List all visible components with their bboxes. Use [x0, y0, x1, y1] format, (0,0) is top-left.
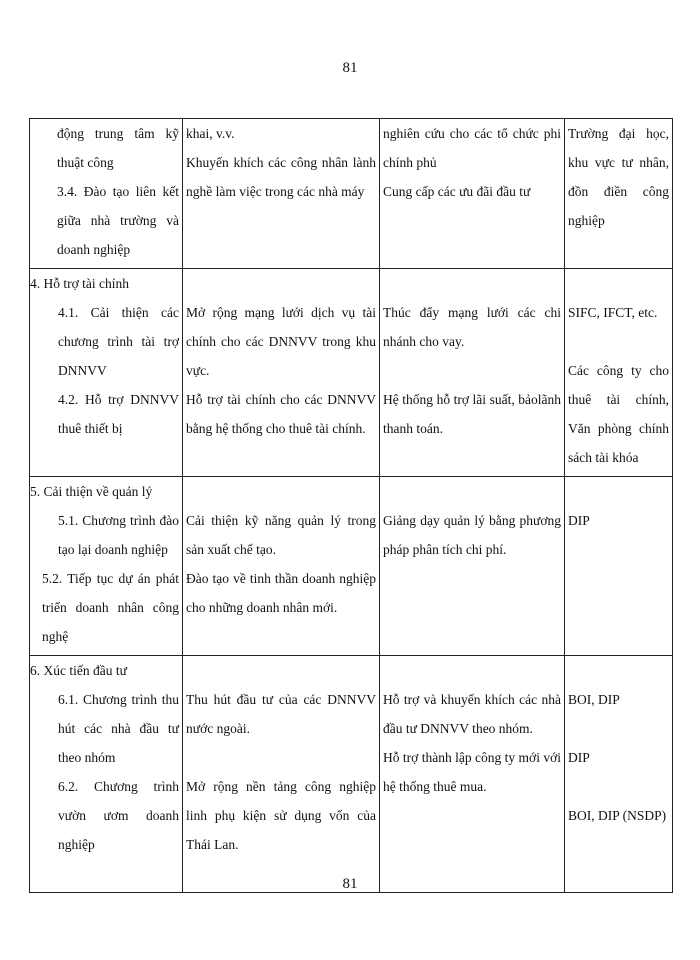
- cell-text: Khuyến khích các công nhân lành nghề làm việc trong các nhà máy: [186, 155, 376, 199]
- section-heading: 5. Cải thiện về quản lý: [30, 484, 153, 499]
- table-cell: [380, 477, 565, 656]
- table-cell: [380, 119, 565, 269]
- cell-text: DIP: [568, 513, 590, 528]
- cell-text: 5.1. Chương trình đào tạo lại doanh nghiệp: [58, 513, 179, 557]
- cell-text: 4.1. Cải thiện các chương trình tài trợ DNNVV: [58, 305, 179, 378]
- cell-text: Hệ thống hỗ trợ lãi suất, bảolãnh thanh toán.: [383, 392, 561, 436]
- cell-text: Thu hút đầu tư của các DNNVV nước ngoài.: [186, 692, 376, 736]
- cell-text: Đào tạo về tinh thần doanh nghiệp cho những doanh nhân mới.: [186, 571, 376, 615]
- policy-table: [29, 118, 673, 893]
- table-cell: [565, 477, 673, 656]
- cell-text: Mở rộng nền tảng công nghiệp linh phụ kiện sử dụng vốn của Thái Lan.: [186, 779, 376, 852]
- cell-text: Hỗ trợ tài chính cho các DNNVV bằng hệ thống cho thuê tài chính.: [186, 392, 376, 436]
- table-cell: [30, 269, 183, 477]
- cell-text: khai, v.v.: [186, 126, 235, 141]
- table-cell: [380, 656, 565, 893]
- table-row: [30, 269, 673, 477]
- cell-text: Mở rộng mạng lưới dịch vụ tài chính cho các DNNVV trong khu vực.: [186, 305, 376, 378]
- table-cell: [183, 269, 380, 477]
- cell-text: động trung tâm kỹ thuật công: [57, 126, 179, 170]
- cell-text: Hỗ trợ thành lập công ty mới với hệ thống thuê mua.: [383, 750, 561, 794]
- table-cell: [565, 269, 673, 477]
- cell-text: Hỗ trợ và khuyến khích các nhà đầu tư DNNVV theo nhóm.: [383, 692, 561, 736]
- table-cell: [183, 477, 380, 656]
- page-number-top: 81: [342, 60, 358, 76]
- cell-text: Các công ty cho thuê tài chính, Văn phòng chính sách tài khóa: [568, 363, 669, 465]
- section-heading: 6. Xúc tiến đầu tư: [30, 663, 127, 678]
- table-cell: [565, 119, 673, 269]
- cell-text: 5.2. Tiếp tục dự án phát triển doanh nhân công nghệ: [42, 571, 179, 644]
- cell-text: nghiên cứu cho các tổ chức phi chính phủ: [383, 126, 561, 170]
- table-cell: [30, 119, 183, 269]
- table-cell: [380, 269, 565, 477]
- page-number-bottom: 81: [342, 876, 358, 892]
- table-cell: [183, 656, 380, 893]
- table-row: [30, 477, 673, 656]
- table-cell: [30, 656, 183, 893]
- cell-text: DIP: [568, 750, 590, 765]
- cell-text: Trường đại học, khu vực tư nhân, đồn điền công nghiệp: [568, 126, 669, 228]
- cell-text: Thúc đẩy mạng lưới các chi nhánh cho vay.: [383, 305, 561, 349]
- cell-text: 4.2. Hỗ trợ DNNVV thuê thiết bị: [58, 392, 179, 436]
- cell-text: Giảng dạy quản lý bằng phương pháp phân tích chi phí.: [383, 513, 561, 557]
- table-row: [30, 119, 673, 269]
- cell-text: 3.4. Đào tạo liên kết giữa nhà trường và doanh nghiệp: [57, 184, 179, 257]
- cell-text: BOI, DIP: [568, 692, 620, 707]
- table-cell: [183, 119, 380, 269]
- cell-text: BOI, DIP (NSDP): [568, 808, 667, 823]
- cell-text: 6.2. Chương trình vườn ươm doanh nghiệp: [58, 779, 179, 852]
- cell-text: Cung cấp các ưu đãi đầu tư: [383, 184, 531, 199]
- table-row: [30, 656, 673, 893]
- cell-text: 6.1. Chương trình thu hút các nhà đầu tư theo nhóm: [58, 692, 179, 765]
- section-heading: 4. Hỗ trợ tài chính: [30, 276, 129, 291]
- table-cell: [30, 477, 183, 656]
- cell-text: Cải thiện kỹ năng quản lý trong sản xuất chế tạo.: [186, 513, 376, 557]
- table-cell: [565, 656, 673, 893]
- cell-text: SIFC, IFCT, etc.: [568, 305, 658, 320]
